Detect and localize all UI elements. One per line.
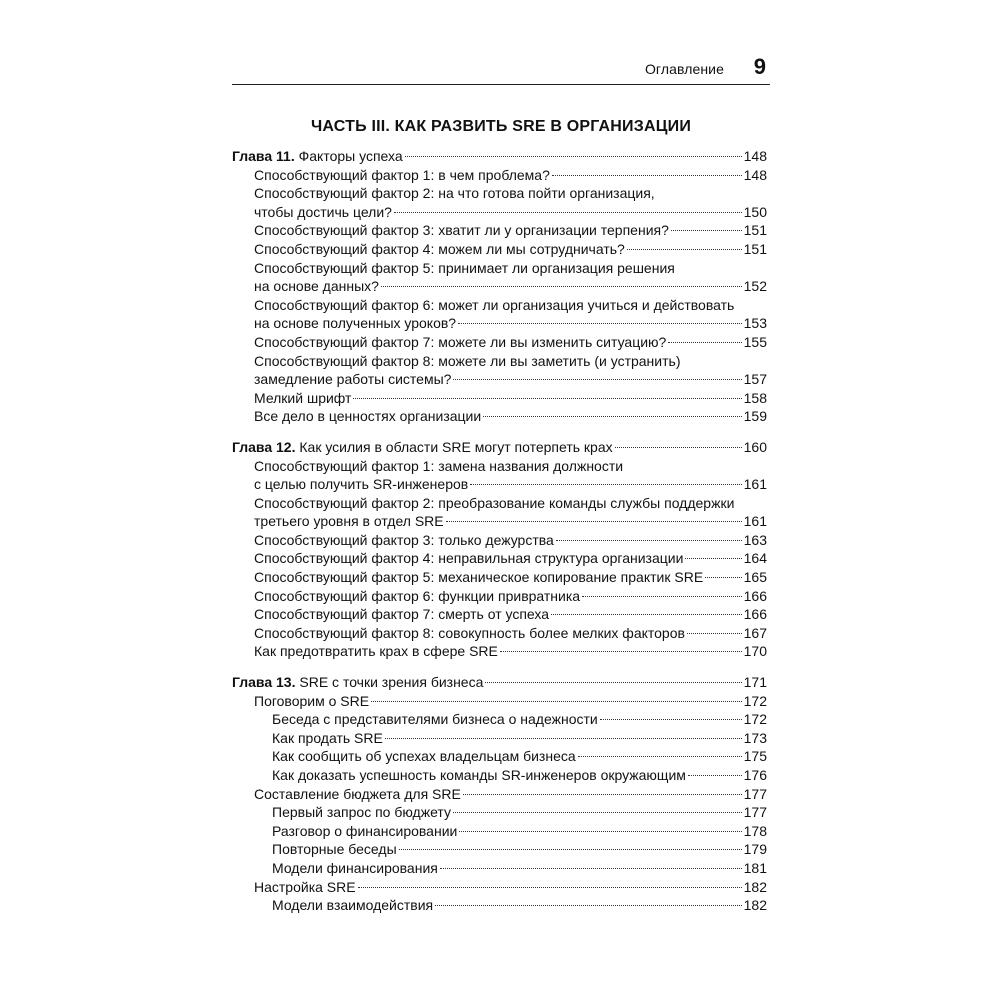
page-number: 9 xyxy=(753,54,766,79)
part-heading: ЧАСТЬ III. КАК РАЗВИТЬ SRE В ОРГАНИЗАЦИИ xyxy=(310,118,692,135)
toc-line xyxy=(254,277,770,296)
toc-entry xyxy=(232,296,770,333)
toc-chapter-title-wrap xyxy=(232,438,613,457)
toc-line xyxy=(254,512,770,531)
toc-entry-text: Поговорим о SRE xyxy=(254,692,370,709)
toc-line xyxy=(254,240,770,259)
toc-entry-page: 167 xyxy=(743,624,767,641)
dot-leader xyxy=(394,212,742,213)
toc-entry xyxy=(232,407,770,426)
toc-chapter xyxy=(232,147,770,426)
toc-entry-page: 182 xyxy=(743,878,767,895)
toc-entry xyxy=(232,221,770,240)
toc-entry-page: 166 xyxy=(743,587,767,604)
dot-leader xyxy=(705,577,741,578)
dot-leader xyxy=(371,701,742,702)
toc-entry-text: чтобы достичь цели? xyxy=(254,203,392,220)
chapter-page: 160 xyxy=(743,438,767,455)
toc-line xyxy=(272,729,770,748)
chapter-label: Глава 11. xyxy=(232,148,295,164)
toc-chapter xyxy=(232,673,770,915)
toc-line xyxy=(254,370,770,389)
toc-entry-page: 152 xyxy=(743,278,767,295)
dot-leader xyxy=(453,379,741,380)
toc-entry-page: 153 xyxy=(743,315,767,332)
toc-chapter xyxy=(232,438,770,661)
toc-entry-page: 165 xyxy=(743,569,767,586)
toc-line xyxy=(272,896,770,915)
toc-entry-page: 172 xyxy=(743,711,767,728)
toc-entry-text: Повторные беседы xyxy=(272,841,397,858)
toc-entry-line: Способствующий фактор 2: на что готова пойти организация, xyxy=(254,185,655,202)
toc-entry xyxy=(232,747,770,766)
toc-entry xyxy=(232,166,770,185)
toc-entry-text: Способствующий фактор 1: в чем проблема? xyxy=(254,166,550,183)
dot-leader xyxy=(615,447,742,448)
dot-leader xyxy=(453,812,742,813)
toc-entry-page: 178 xyxy=(743,822,767,839)
toc-entry-line: Способствующий фактор 8: можете ли вы заметить (и устранить) xyxy=(254,352,681,369)
toc-entry-text: Способствующий фактор 7: смерть от успеха xyxy=(254,606,550,623)
toc-entry-page: 155 xyxy=(743,333,767,350)
toc-entry-text: Способствующий фактор 4: можем ли мы сотрудничать? xyxy=(254,240,625,257)
dot-leader xyxy=(405,156,742,157)
toc-line xyxy=(272,803,770,822)
toc-entry-page: 163 xyxy=(743,531,767,548)
dot-leader xyxy=(500,651,742,652)
running-header xyxy=(232,56,770,85)
toc-line xyxy=(254,475,770,494)
toc-entry-text: с целью получить SR-инженеров xyxy=(254,476,469,493)
toc-entry xyxy=(232,785,770,804)
toc-entry xyxy=(232,766,770,785)
toc-entry xyxy=(232,531,770,550)
toc-entry xyxy=(232,624,770,643)
toc-entry-text: Все дело в ценностях организации xyxy=(254,408,482,425)
toc-entry-page: 177 xyxy=(743,804,767,821)
dot-leader xyxy=(687,633,742,634)
toc-line xyxy=(254,568,770,587)
toc-line xyxy=(254,407,770,426)
toc-entry-text: Как доказать успешность команды SR-инженеров окружающим xyxy=(272,767,686,783)
table-of-contents xyxy=(232,147,770,927)
toc-entry-text: Способствующий фактор 5: механическое копирование практик SRE xyxy=(254,569,704,586)
toc-line xyxy=(232,438,770,457)
toc-entry-page: 159 xyxy=(743,408,767,425)
toc-entry-text: Модели финансирования xyxy=(272,859,438,876)
dot-leader xyxy=(552,175,742,176)
dot-leader xyxy=(578,756,742,757)
toc-line xyxy=(254,549,770,568)
toc-entry-text: на основе данных? xyxy=(254,278,379,295)
toc-entry-text: Способствующий фактор 3: только дежурства xyxy=(254,531,554,548)
toc-entry-page: 157 xyxy=(743,371,767,388)
toc-entry-text: Первый запрос по бюджету xyxy=(272,804,451,821)
toc-entry xyxy=(232,457,770,494)
toc-line xyxy=(232,147,770,166)
toc-entry-page: 181 xyxy=(743,859,767,876)
dot-leader xyxy=(470,484,741,485)
toc-entry-text: Способствующий фактор 4: неправильная структура организации xyxy=(254,550,684,567)
toc-entry-text: замедление работы системы? xyxy=(254,371,452,388)
toc-entry-page: 151 xyxy=(743,240,767,257)
toc-entry-page: 177 xyxy=(743,785,767,802)
toc-entry xyxy=(232,333,770,352)
toc-line xyxy=(272,766,770,785)
toc-chapter-title-wrap xyxy=(232,147,403,166)
toc-entry-text: третьего уровня в отдел SRE xyxy=(254,513,444,530)
toc-entry xyxy=(232,729,770,748)
toc-entry-line: Способствующий фактор 5: принимает ли организация решения xyxy=(254,259,675,276)
toc-entry xyxy=(232,896,770,915)
toc-line xyxy=(254,389,770,408)
running-title: Оглавление xyxy=(644,61,724,77)
toc-line xyxy=(254,624,770,643)
dot-leader xyxy=(459,831,741,832)
toc-entry xyxy=(232,840,770,859)
toc-line xyxy=(254,587,770,606)
toc-entry xyxy=(232,642,770,661)
dot-leader xyxy=(483,416,741,417)
toc-entry-text: Модели взаимодействия xyxy=(272,897,434,914)
dot-leader xyxy=(556,540,742,541)
toc-entry-text: Беседа с представителями бизнеса о надежности xyxy=(272,711,598,728)
dot-leader xyxy=(435,905,742,906)
toc-entry xyxy=(232,710,770,729)
toc-line xyxy=(254,166,770,185)
chapter-title: Факторы успеха xyxy=(298,148,403,164)
toc-entry xyxy=(232,587,770,606)
dot-leader xyxy=(668,342,741,343)
toc-line xyxy=(254,333,770,352)
dot-leader xyxy=(385,738,742,739)
toc-entry xyxy=(232,494,770,531)
toc-entry-page: 151 xyxy=(743,222,767,239)
dot-leader xyxy=(671,230,742,231)
chapter-label: Глава 13. xyxy=(232,674,296,691)
toc-entry-page: 172 xyxy=(743,692,767,709)
dot-leader xyxy=(688,775,742,776)
dot-leader xyxy=(440,868,742,869)
toc-entry xyxy=(232,878,770,897)
dot-leader xyxy=(551,614,742,615)
toc-entry-text: Как продать SRE xyxy=(272,729,383,746)
toc-entry xyxy=(232,240,770,259)
toc-entry xyxy=(232,549,770,568)
toc-entry xyxy=(232,568,770,587)
toc-line xyxy=(254,692,770,711)
toc-line xyxy=(254,203,770,222)
toc-entry-page: 164 xyxy=(743,550,767,567)
toc-entry-line: Способствующий фактор 1: замена названия должности xyxy=(254,457,624,474)
toc-entry-page: 158 xyxy=(743,389,767,406)
dot-leader xyxy=(358,887,742,888)
chapter-page: 148 xyxy=(743,148,767,164)
toc-entry-page: 179 xyxy=(743,841,767,858)
dot-leader xyxy=(463,794,742,795)
dot-leader xyxy=(399,849,742,850)
toc-entry-page: 161 xyxy=(743,513,767,530)
toc-entry-line: Способствующий фактор 2: преобразование команды службы поддержки xyxy=(254,494,735,511)
toc-chapter-title-wrap xyxy=(232,673,483,692)
chapter-page: 171 xyxy=(743,674,767,691)
toc-entry xyxy=(232,859,770,878)
toc-chapter-heading xyxy=(232,673,770,692)
toc-line xyxy=(254,642,770,661)
toc-entry-page: 176 xyxy=(743,767,767,783)
toc-entry xyxy=(232,605,770,624)
toc-entry-text: Разговор о финансировании xyxy=(272,822,458,839)
dot-leader xyxy=(458,323,742,324)
toc-line xyxy=(254,878,770,897)
dot-leader xyxy=(582,596,742,597)
toc-entry-page: 148 xyxy=(743,166,767,183)
chapter-title: SRE с точки зрения бизнеса xyxy=(299,674,484,691)
toc-entry xyxy=(232,692,770,711)
toc-entry xyxy=(232,259,770,296)
chapter-label: Глава 12. xyxy=(232,438,296,455)
toc-entry xyxy=(232,389,770,408)
dot-leader xyxy=(381,286,742,287)
toc-entry-text: Составление бюджета для SRE xyxy=(254,785,461,802)
dot-leader xyxy=(353,398,741,399)
toc-entry-text: Способствующий фактор 7: можете ли вы изменить ситуацию? xyxy=(254,333,667,350)
toc-entry-page: 175 xyxy=(743,748,767,765)
dot-leader xyxy=(685,558,741,559)
toc-entry-page: 150 xyxy=(743,203,767,220)
toc-line xyxy=(254,531,770,550)
toc-entry-text: Мелкий шрифт xyxy=(254,389,352,406)
toc-entry-text: Настройка SRE xyxy=(254,878,356,895)
toc-line xyxy=(272,840,770,859)
toc-entry-text: Способствующий фактор 8: совокупность более мелких факторов xyxy=(254,624,685,641)
toc-entry-line: Способствующий фактор 6: может ли организация учиться и действовать xyxy=(254,296,735,313)
toc-entry xyxy=(232,822,770,841)
toc-line xyxy=(272,859,770,878)
dot-leader xyxy=(485,682,741,683)
toc-entry xyxy=(232,352,770,389)
toc-entry-page: 170 xyxy=(743,643,767,660)
toc-entry-text: Способствующий фактор 6: функции привратника xyxy=(254,587,581,604)
toc-line xyxy=(254,605,770,624)
dot-leader xyxy=(446,521,742,522)
toc-entry-page: 182 xyxy=(743,897,767,914)
toc-entry-text: Способствующий фактор 3: хватит ли у организации терпения? xyxy=(254,222,669,239)
toc-entry xyxy=(232,803,770,822)
toc-entry-page: 161 xyxy=(743,476,767,493)
toc-line xyxy=(232,673,770,692)
dot-leader xyxy=(627,249,742,250)
toc-entry-text: Как сообщить об успехах владельцам бизнеса xyxy=(272,748,576,765)
toc-line xyxy=(272,710,770,729)
toc-line xyxy=(254,314,770,333)
toc-line xyxy=(272,822,770,841)
toc-entry xyxy=(232,184,770,221)
toc-chapter-heading xyxy=(232,438,770,457)
toc-line xyxy=(272,747,770,766)
dot-leader xyxy=(600,719,742,720)
toc-entry-text: на основе полученных уроков? xyxy=(254,315,457,332)
toc-entry-text: Как предотвратить крах в сфере SRE xyxy=(254,643,498,660)
toc-entry-page: 173 xyxy=(743,729,767,746)
toc-line xyxy=(254,785,770,804)
chapter-title: Как усилия в области SRE могут потерпеть крах xyxy=(299,438,613,455)
toc-entry-page: 166 xyxy=(743,606,767,623)
toc-line xyxy=(254,221,770,240)
toc-chapter-heading xyxy=(232,147,770,166)
